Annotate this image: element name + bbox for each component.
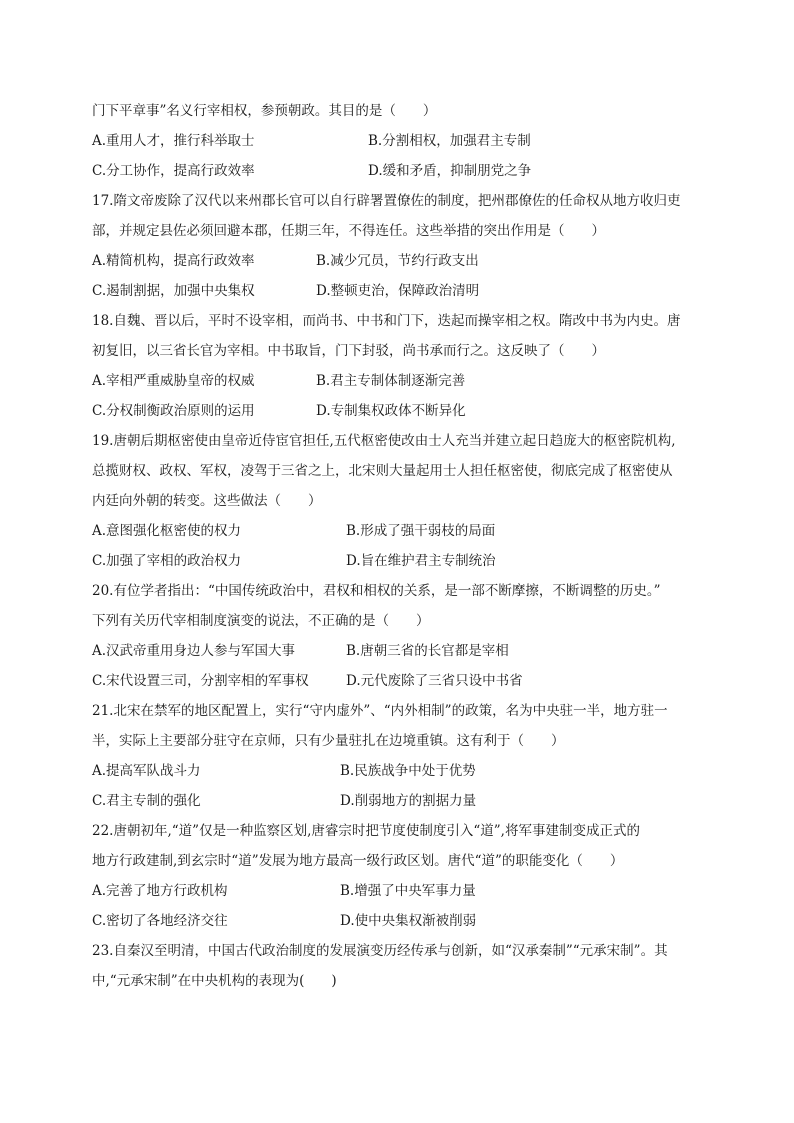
- question-21-options-row-2: [92, 786, 712, 816]
- question-18-options-row-2: [92, 396, 712, 426]
- option-b: B.唐朝三省的长官都是宰相: [346, 643, 509, 659]
- option-b: B.增强了中央军事力量: [340, 883, 476, 899]
- question-16-options-row-2: [92, 156, 712, 186]
- option-b: B.分割相权，加强君主专制: [368, 133, 531, 149]
- question-17-stem-line-1: 17.隋文帝废除了汉代以来州郡长官可以自行辟署置僚佐的制度，把州郡僚佐的任命权从地方收归吏: [92, 193, 681, 209]
- option-a: A.重用人才，推行科举取士: [92, 133, 255, 149]
- question-22-options-row-2: [92, 906, 712, 936]
- option-b: B.民族战争中处于优势: [340, 763, 476, 779]
- option-a: A.完善了地方行政机构: [92, 883, 228, 899]
- question-19-stem-line-3: 内廷向外朝的转变。这些做法（ ）: [92, 493, 322, 509]
- option-a: A.宰相严重威胁皇帝的权威: [92, 373, 255, 389]
- question-23-stem-line-1: 23.自秦汉至明清，中国古代政治制度的发展演变历经传承与创新，如“汉承秦制”“元承宋制”。其: [92, 943, 668, 959]
- question-16-options-row-1: [92, 126, 712, 156]
- question-18-options-row-1: [92, 366, 712, 396]
- question-22-stem-line-2: 地方行政建制,到玄宗时“道”发展为地方最高一级行政区划。唐代“道”的职能变化（ ）: [92, 853, 624, 869]
- question-20-options-row-2: [92, 666, 712, 696]
- question-19-stem-line-2: 总揽财权、政权、军权，凌驾于三省之上，北宋则大量起用士人担任枢密使，彻底完成了枢密使从: [92, 463, 673, 479]
- option-d: D.缓和矛盾，抑制朋党之争: [368, 163, 532, 179]
- question-16-stem-continued: 门下平章事”名义行宰相权，参预朝政。其目的是（ ）: [92, 103, 437, 119]
- option-c: C.密切了各地经济交往: [92, 913, 228, 929]
- exam-page: [92, 96, 712, 996]
- question-20-options-row-1: [92, 636, 712, 666]
- option-d: D.整顿吏治，保障政治清明: [316, 283, 480, 299]
- option-a: A.意图强化枢密使的权力: [92, 523, 242, 539]
- option-c: C.分权制衡政治原则的运用: [92, 403, 255, 419]
- question-20-stem-line-2: 下列有关历代宰相制度演变的说法，不正确的是（ ）: [92, 613, 430, 629]
- option-c: C.分工协作，提高行政效率: [92, 163, 255, 179]
- question-21-stem-line-1: 21.北宋在禁军的地区配置上，实行“守内虚外”、“内外相制”的政策，名为中央驻一半，地方驻一: [92, 703, 668, 719]
- question-20-stem-line-1: 20.有位学者指出：“中国传统政治中，君权和相权的关系，是一部不断摩擦，不断调整的历史。”: [92, 583, 661, 599]
- option-b: B.减少冗员，节约行政支出: [316, 253, 479, 269]
- option-c: C.君主专制的强化: [92, 793, 201, 809]
- question-17-stem-line-2: 部，并规定县佐必须回避本郡，任期三年，不得连任。这些举措的突出作用是（ ）: [92, 223, 605, 239]
- question-22-options-row-1: [92, 876, 712, 906]
- option-a: A.汉武帝重用身边人参与军国大事: [92, 643, 296, 659]
- option-b: B.君主专制体制逐渐完善: [316, 373, 466, 389]
- question-19-options-row-1: [92, 516, 712, 546]
- option-d: D.专制集权政体不断异化: [316, 403, 466, 419]
- question-22-stem-line-1: 22.唐朝初年,“道”仅是一种监察区划,唐睿宗时把节度使制度引入“道”,将军事建制变成正式的: [92, 823, 640, 839]
- option-a: A.提高军队战斗力: [92, 763, 201, 779]
- question-23-stem-line-2: 中,“元承宋制”在中央机构的表现为( ): [92, 973, 337, 989]
- option-d: D.元代废除了三省只设中书省: [346, 673, 523, 689]
- option-b: B.形成了强干弱枝的局面: [346, 523, 496, 539]
- question-21-options-row-1: [92, 756, 712, 786]
- option-c: C.遏制割据，加强中央集权: [92, 283, 255, 299]
- question-21-stem-line-2: 半，实际上主要部分驻守在京师，只有少量驻扎在边境重镇。这有利于（ ）: [92, 733, 565, 749]
- question-19-stem-line-1: 19.唐朝后期枢密使由皇帝近侍宦官担任,五代枢密使改由士人充当并建立起日趋庞大的枢密院机构,: [92, 433, 676, 449]
- question-19-options-row-2: [92, 546, 712, 576]
- option-c: C.加强了宰相的政治权力: [92, 553, 242, 569]
- question-17-options-row-1: [92, 246, 712, 276]
- option-c: C.宋代设置三司，分割宰相的军事权: [92, 673, 309, 689]
- option-d: D.削弱地方的割据力量: [340, 793, 477, 809]
- question-18-stem-line-1: 18.自魏、晋以后，平时不设宰相，而尚书、中书和门下，迭起而操宰相之权。隋改中书为内史。唐: [92, 313, 681, 329]
- option-a: A.精简机构，提高行政效率: [92, 253, 255, 269]
- question-18-stem-line-2: 初复旧，以三省长官为宰相。中书取旨，门下封驳，尚书承而行之。这反映了（ ）: [92, 343, 605, 359]
- question-17-options-row-2: [92, 276, 712, 306]
- option-d: D.使中央集权渐被削弱: [340, 913, 477, 929]
- option-d: D.旨在维护君主专制统治: [346, 553, 496, 569]
